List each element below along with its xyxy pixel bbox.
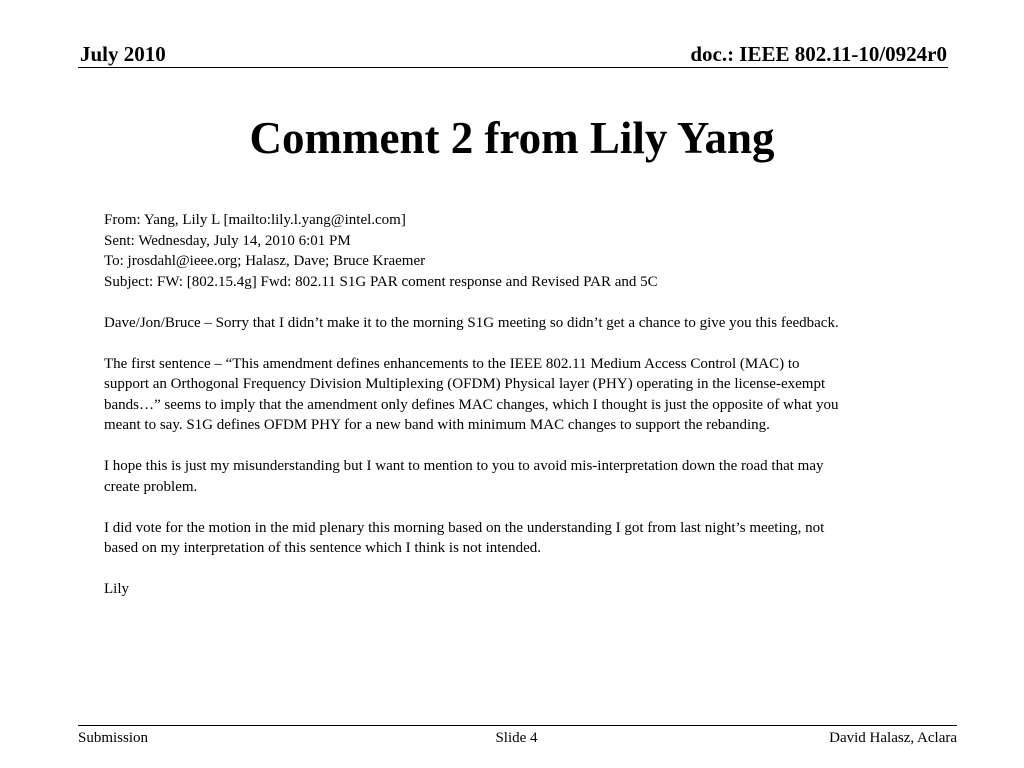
email-sent-line: Sent: Wednesday, July 14, 2010 6:01 PM (104, 232, 351, 249)
footer-slide-number: Slide 4 (495, 730, 538, 746)
paragraph-first-sentence-line: The first sentence – “This amendment defines enhancements to the IEEE 802.11 Medium Access Control (MAC) to (104, 355, 800, 372)
paragraph-first-sentence-line: bands…” seems to imply that the amendment only defines MAC changes, which I thought is just the opposite of what you (104, 396, 839, 413)
header-divider (78, 67, 948, 68)
paragraph-greeting-line: Dave/Jon/Bruce – Sorry that I didn’t make it to the morning S1G meeting so didn’t get a chance to give you this feedback. (104, 314, 839, 331)
footer-author: David Halasz, Aclara (829, 730, 957, 746)
paragraph-first-sentence-line: meant to say. S1G defines OFDM PHY for a new band with minimum MAC changes to support the rebanding. (104, 417, 770, 433)
email-from-line: From: Yang, Lily L [mailto:lily.l.yang@intel.com] (104, 212, 406, 228)
email-body (104, 210, 954, 600)
header-doc-id: doc.: IEEE 802.11-10/0924r0 (690, 42, 947, 66)
slide-title: Comment 2 from Lily Yang (249, 113, 775, 163)
paragraph-misunderstanding-line: create problem. (104, 478, 198, 495)
email-signature: Lily (104, 581, 129, 597)
spacer (104, 333, 954, 354)
email-to-line: To: jrosdahl@ieee.org; Halasz, Dave; Bruce Kraemer (104, 253, 426, 269)
paragraph-vote-line: based on my interpretation of this sentence which I think is not intended. (104, 540, 541, 556)
paragraph-first-sentence-line: support an Orthogonal Frequency Division Multiplexing (OFDM) Physical layer (PHY) operating in the license-exempt (104, 376, 826, 392)
spacer (104, 559, 954, 580)
paragraph-misunderstanding-line: I hope this is just my misunderstanding but I want to mention to you to avoid mis-interpretation down the road that may (104, 458, 824, 474)
spacer (104, 497, 954, 518)
footer-submission: Submission (78, 730, 149, 746)
spacer (104, 292, 954, 313)
header-date: July 2010 (80, 42, 166, 66)
footer-divider (78, 725, 957, 726)
spacer (104, 436, 954, 457)
email-subject-line: Subject: FW: [802.15.4g] Fwd: 802.11 S1G PAR coment response and Revised PAR and 5C (104, 273, 658, 290)
paragraph-vote-line: I did vote for the motion in the mid plenary this morning based on the understanding I got from last night’s meeting, not (104, 519, 825, 536)
